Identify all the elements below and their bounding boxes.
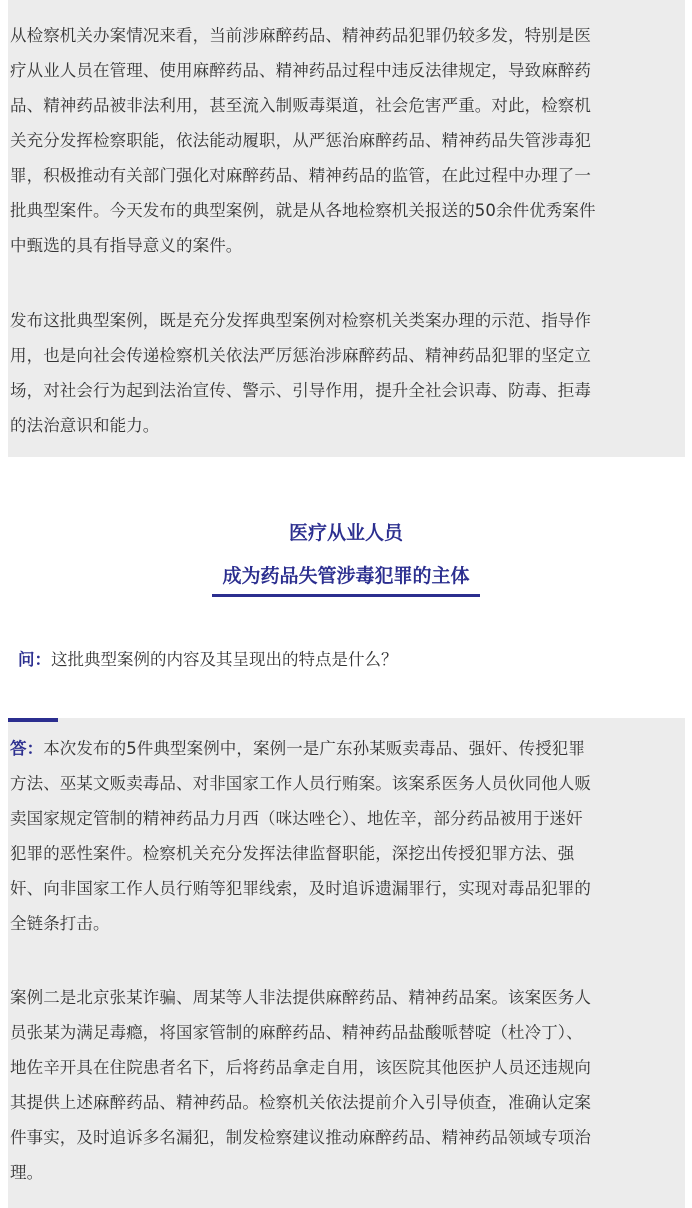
text-line: 批典型案件。今天发布的典型案例，就是从各地检察机关报送的50余件优秀案件 — [10, 201, 596, 220]
section-heading-line-1: 医疗从业人员 — [288, 522, 403, 544]
question-text: 这批典型案例的内容及其呈现出的特点是什么？ — [51, 650, 398, 669]
answer-paragraph-1 — [10, 731, 670, 941]
text-line: 用，也是向社会传递检察机关依法严厉惩治涉麻醉药品、精神药品犯罪的坚定立 — [10, 346, 591, 365]
text-line: 卖国家规定管制的精神药品力月西（咪达唑仑）、地佐辛，部分药品被用于迷奸 — [10, 809, 583, 828]
heading-underline — [212, 594, 480, 597]
text-line: 全链条打击。 — [10, 914, 110, 933]
text-line — [10, 731, 670, 766]
answer-paragraph-2 — [10, 980, 670, 1190]
answer-first-line: 本次发布的5件典型案例中，案例一是广东孙某贩卖毒品、强奸、传授犯罪 — [43, 739, 586, 758]
text-line: 从检察机关办案情况来看，当前涉麻醉药品、精神药品犯罪仍较多发，特别是医 — [10, 26, 591, 45]
text-line: 员张某为满足毒瘾，将国家管制的麻醉药品、精神药品盐酸哌替啶（杜冷丁）、 — [10, 1023, 583, 1042]
text-line: 罪，积极推动有关部门强化对麻醉药品、精神药品的监管，在此过程中办理了一 — [10, 166, 591, 185]
text-line: 奸、向非国家工作人员行贿等犯罪线索，及时追诉遗漏罪行，实现对毒品犯罪的 — [10, 879, 591, 898]
text-line: 案例二是北京张某诈骗、周某等人非法提供麻醉药品、精神药品案。该案医务人 — [10, 988, 591, 1007]
text-line: 发布这批典型案例，既是充分发挥典型案例对检察机关类案办理的示范、指导作 — [10, 311, 591, 330]
text-line: 品、精神药品被非法利用，甚至流入制贩毒渠道，社会危害严重。对此，检察机 — [10, 96, 591, 115]
text-line: 地佐辛开具在住院患者名下，后将药品拿走自用，该医院其他医护人员还违规向 — [10, 1058, 591, 1077]
question — [18, 646, 398, 674]
section-heading-line-2: 成为药品失管涉毒犯罪的主体 — [222, 565, 470, 587]
text-line: 场，对社会行为起到法治宣传、警示、引导作用，提升全社会识毒、防毒、拒毒 — [10, 381, 591, 400]
text-line: 关充分发挥检察职能，依法能动履职，从严惩治麻醉药品、精神药品失管涉毒犯 — [10, 131, 591, 150]
text-line: 其提供上述麻醉药品、精神药品。检察机关依法提前介入引导侦查，准确认定案 — [10, 1093, 591, 1112]
text-line: 中甄选的具有指导意义的案件。 — [10, 236, 243, 255]
intro-paragraph-1 — [10, 18, 670, 263]
answer-label: 答： — [10, 739, 44, 758]
text-line: 理。 — [10, 1163, 44, 1182]
text-line: 疗从业人员在管理、使用麻醉药品、精神药品过程中违反法律规定，导致麻醉药 — [10, 61, 591, 80]
text-line: 的法治意识和能力。 — [10, 416, 160, 435]
answer-accent-bar — [8, 718, 58, 722]
text-line: 件事实，及时追诉多名漏犯，制发检察建议推动麻醉药品、精神药品领域专项治 — [10, 1128, 591, 1147]
text-line: 方法、巫某文贩卖毒品、对非国家工作人员行贿案。该案系医务人员伙同他人贩 — [10, 774, 591, 793]
text-line: 犯罪的恶性案件。检察机关充分发挥法律监督职能，深挖出传授犯罪方法、强 — [10, 844, 575, 863]
question-label: 问： — [18, 650, 51, 669]
intro-paragraph-2 — [10, 303, 670, 443]
